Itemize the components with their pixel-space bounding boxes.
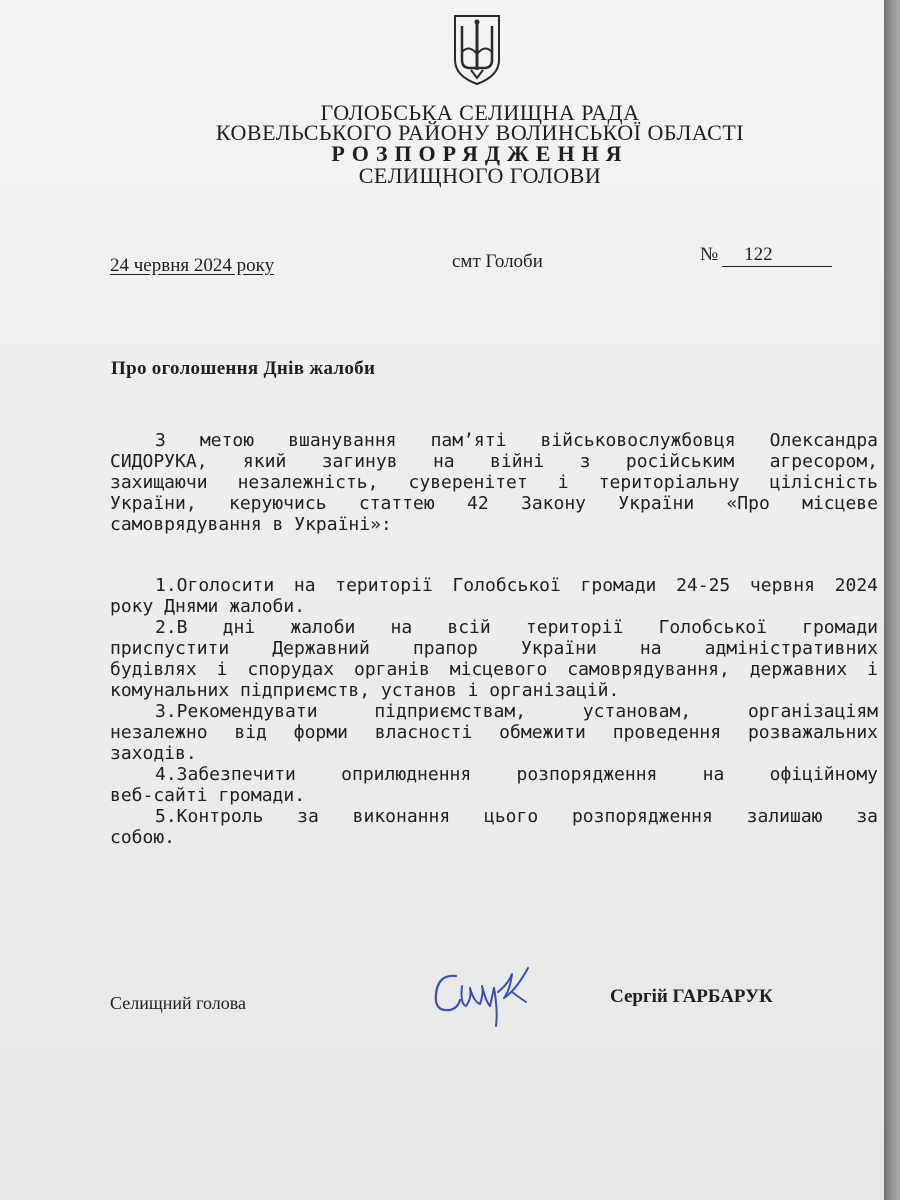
preamble bbox=[110, 430, 878, 535]
item-4-line: веб-сайті громади. bbox=[110, 785, 306, 806]
item-2-line: 2.В дні жалоби на всій території Голобської громади bbox=[155, 617, 878, 638]
item-2-line: приспустити Державний прапор України на адміністративних bbox=[110, 638, 878, 659]
issuer: СЕЛИЩНОГО ГОЛОВИ bbox=[358, 163, 602, 188]
item-1-line: року Днями жалоби. bbox=[110, 596, 306, 617]
trident-emblem-icon bbox=[452, 14, 502, 86]
item-3-line: 3.Рекомендувати підприємствам, установам, організаціям bbox=[155, 701, 878, 722]
document-number-field bbox=[700, 244, 832, 267]
preamble-line: З метою вшанування пам’яті військовослужбовця Олександра bbox=[155, 430, 878, 451]
preamble-line: України, керуючись статтею 42 Закону України «Про місцеве bbox=[110, 493, 878, 514]
district-name: КОВЕЛЬСЬКОГО РАЙОНУ ВОЛИНСЬКОЇ ОБЛАСТІ bbox=[215, 120, 745, 145]
item-3-line: незалежно від форми власності обмежити проведення розважальних bbox=[110, 722, 878, 743]
council-name: ГОЛОБСЬКА СЕЛИЩНА РАДА bbox=[320, 100, 640, 125]
document-type: РОЗПОРЯДЖЕННЯ bbox=[331, 141, 629, 166]
preamble-line: захищаючи незалежність, суверенітет і територіальну цілісність bbox=[110, 472, 878, 493]
item-2-line: комунальних підприємств, установ і організацій. bbox=[110, 680, 620, 701]
item-4-line: 4.Забезпечити оприлюднення розпорядження на офіційному bbox=[155, 764, 878, 785]
background-edge bbox=[884, 0, 900, 1200]
handwritten-signature bbox=[428, 962, 544, 1030]
order-items bbox=[110, 575, 878, 848]
document-place: смт Голоби bbox=[452, 251, 543, 272]
item-5-line: 5.Контроль за виконання цього розпорядження залишаю за bbox=[155, 806, 878, 827]
document-title: Про оголошення Днів жалоби bbox=[111, 358, 376, 379]
item-1-line: 1.Оголосити на території Голобської громади 24-25 червня 2024 bbox=[155, 575, 878, 596]
document-date: 24 червня 2024 року bbox=[110, 255, 275, 276]
signer-role: Селищний голова bbox=[110, 993, 247, 1013]
preamble-line: самоврядування в Україні»: bbox=[110, 514, 392, 535]
signer-name: Сергій ГАРБАРУК bbox=[610, 986, 773, 1007]
number-label: № bbox=[700, 244, 719, 265]
preamble-line: СИДОРУКА, який загинув на війні з російським агресором, bbox=[110, 451, 878, 472]
item-2-line: будівлях і спорудах органів місцевого самоврядування, державних і bbox=[110, 659, 878, 680]
item-5-line: собою. bbox=[110, 827, 176, 848]
document-number: 122 bbox=[722, 244, 832, 267]
item-3-line: заходів. bbox=[110, 743, 197, 764]
